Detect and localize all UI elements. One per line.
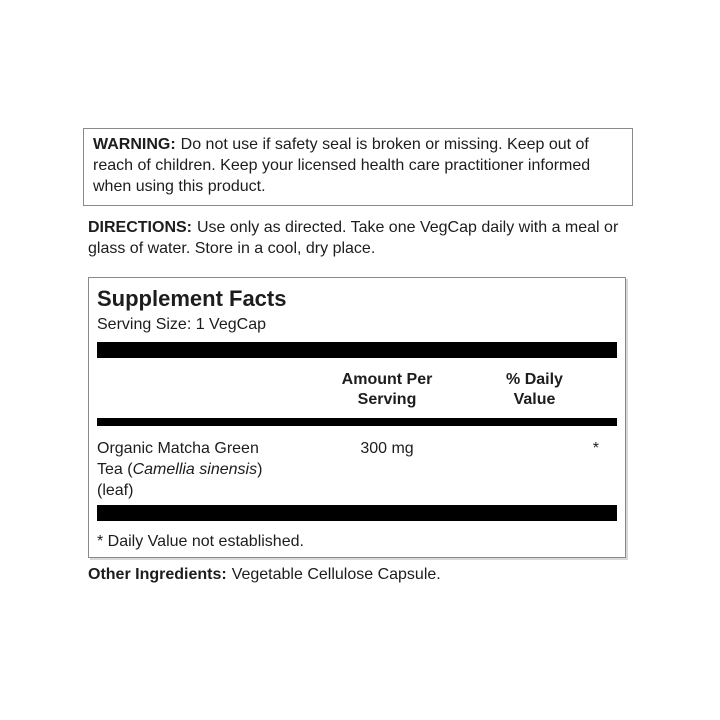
other-ingredients-text: Vegetable Cellulose Capsule. <box>231 566 441 583</box>
ingredient-name <box>97 438 322 501</box>
warning-box <box>83 128 633 206</box>
ingredient-daily-value: * <box>592 440 599 457</box>
ingredient-column-spacer <box>97 370 322 410</box>
divider-bar-thick-bottom <box>97 505 617 521</box>
other-ingredients-label: Other Ingredients: <box>88 566 227 583</box>
header-divider-bar <box>97 418 617 426</box>
ingredient-row <box>97 438 617 501</box>
daily-value-header-line2: Value <box>513 391 556 408</box>
facts-header-row <box>97 370 617 410</box>
ingredient-amount: 300 mg <box>360 440 414 457</box>
daily-value-footnote: * Daily Value not established. <box>97 533 304 550</box>
directions-label: DIRECTIONS: <box>88 219 192 236</box>
warning-label: WARNING: <box>93 136 176 153</box>
ingredient-name-line3: (leaf) <box>97 482 134 499</box>
ingredient-botanical-name: Camellia sinensis <box>132 461 258 478</box>
supplement-facts-panel <box>88 277 626 558</box>
supplement-facts-title: Supplement Facts <box>97 286 287 311</box>
warning-text: Do not use if safety seal is broken or missing. Keep out of reach of children. Keep your licensed health care practitioner informed when using this product. <box>93 136 591 195</box>
ingredient-name-line1: Organic Matcha Green <box>97 440 259 457</box>
serving-size: Serving Size: 1 VegCap <box>97 316 266 333</box>
ingredient-name-line2-pre: Tea ( <box>97 461 133 478</box>
ingredient-name-line2-post: ) <box>257 461 263 478</box>
amount-header-line1: Amount Per <box>341 371 433 388</box>
other-ingredients-section <box>88 564 633 585</box>
directions-section <box>88 217 633 259</box>
ingredient-name-line2 <box>97 459 322 480</box>
directions-text: Use only as directed. Take one VegCap daily with a meal or glass of water. Store in a cool, dry place. <box>88 219 619 257</box>
amount-header-line2: Serving <box>357 391 417 408</box>
divider-bar-thick-top <box>97 342 617 358</box>
daily-value-header-line1: % Daily <box>506 371 563 388</box>
daily-value-header <box>452 370 617 410</box>
amount-per-serving-header <box>322 370 452 410</box>
